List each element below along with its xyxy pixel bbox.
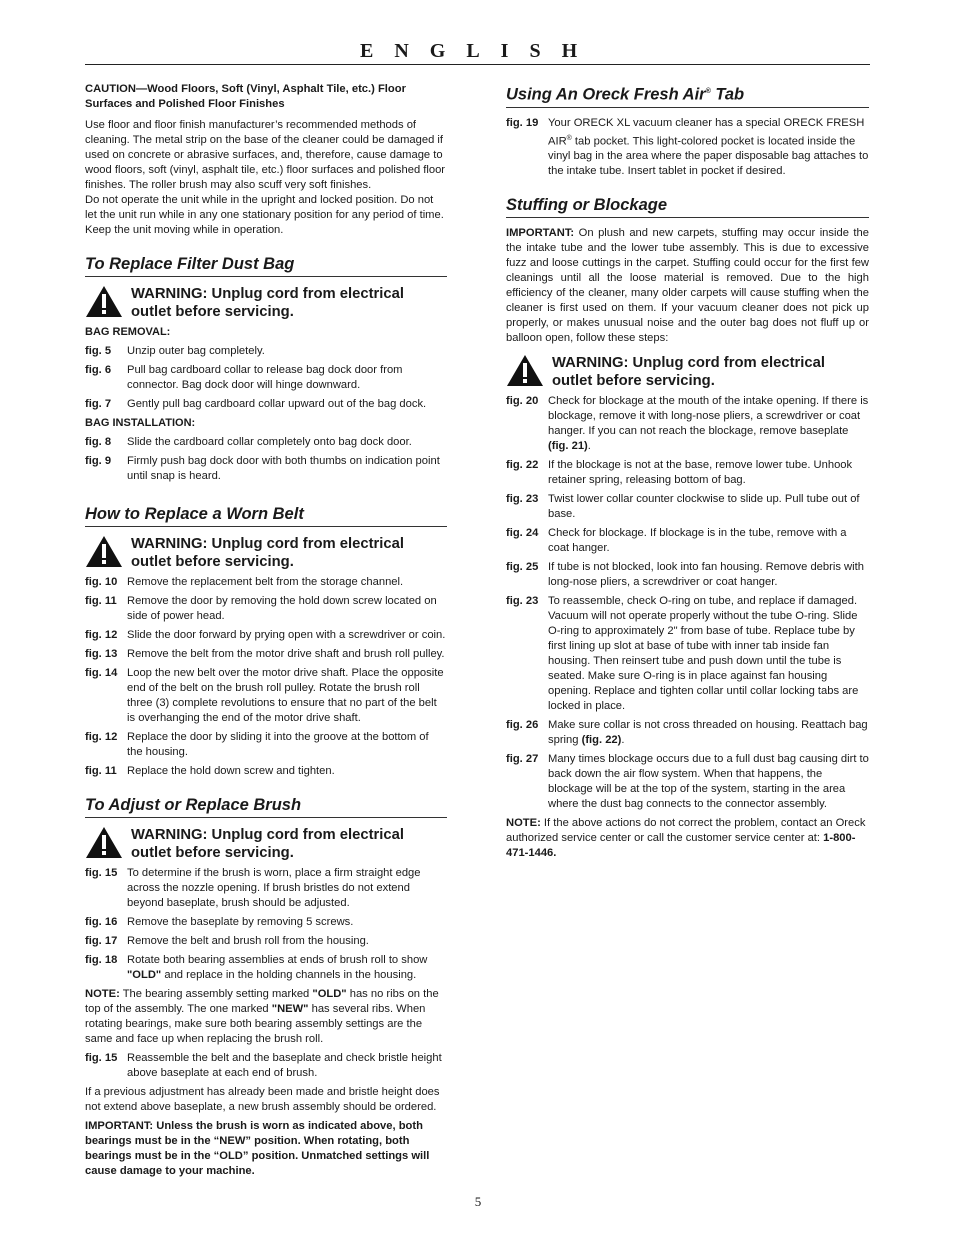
note-text-part: has several ribs. When rotating bearings, make sure both bearing assembly settings are the same and face up when replacing the brush roll. [85,1003,426,1045]
fig-label: fig. 15 [85,1052,118,1064]
step-text-part: Check for blockage at the mouth of the intake opening. If there is blockage, remove it with long-nose pliers, a screwdriver or coat hanger. If you can not reach the blockage, remove baseplate [548,395,869,438]
fig-label: fig. 19 [506,116,539,129]
warning-text: WARNING: Unplug cord from electrical outlet before servicing. [131,536,404,570]
warning-icon [85,826,123,859]
warning-icon [85,535,123,568]
fig-label: fig. 16 [85,916,118,928]
page-header-title: ENGLISH [360,40,599,62]
step-text: Remove the replacement belt from the storage channel. [127,576,404,588]
fig-step [85,934,447,949]
step-text: To reassemble, check O-ring on tube, and replace if damaged. Vacuum will not operate properly without the tube O-ring. Slide O-ring to approximately 2" from base of tube. Replace tube by first lining up slot at base of tube with inner tab inside fan housing. Then reinsert tube and push down until the tube is seated. Make sure O-ring is in place against fan housing opening. Replace and tighten collar until collar locking tabs are locked in place. [548,595,859,713]
fig-label: fig. 13 [85,648,118,660]
fig-label: fig. 22 [506,459,539,472]
step-text: Gently pull bag cardboard collar upward out of the bag dock. [127,398,427,410]
fig-label: fig. 23 [506,493,539,506]
section-title-fresh-air [506,82,869,108]
fig-label: fig. 26 [506,719,539,732]
note-label: NOTE: [85,988,120,1000]
warning-text: WARNING: Unplug cord from electrical outlet before servicing. [131,286,404,320]
fig-step [85,363,447,393]
fig-step [506,718,869,748]
right-column [506,82,869,861]
fig-step [85,647,447,662]
new-marker: "NEW" [271,1003,309,1015]
fig-label: fig. 9 [85,455,112,467]
step-text: Remove the belt and brush roll from the housing. [127,935,369,947]
fig-step [506,394,869,454]
step-text [548,718,869,748]
previous-adjustment-text: If a previous adjustment has already been made and bristle height does not extend above baseplate, a new brush assembly should be ordered. [85,1086,440,1113]
fig-step [506,458,869,488]
header-divider [85,64,870,65]
step-text: Twist lower collar counter clockwise to slide up. Pull tube out of base. [548,493,860,521]
fig-step [85,953,447,983]
fig-step [85,628,447,643]
step-text: Replace the door by sliding it into the groove at the bottom of the housing. [127,731,429,758]
step-text: Slide the door forward by prying open with a screwdriver or coin. [127,629,446,641]
fig-label: fig. 10 [85,576,118,588]
fig-step [85,344,447,359]
fig-label: fig. 11 [85,595,117,607]
step-text-part: . [621,734,625,747]
title-part: Using An Oreck Fresh Air [506,85,706,104]
step-text: Many times blockage occurs due to a full dust bag causing dirt to back down the air flow system. When that happens, the blockage will be at the top of the system, starting in the area where the dust bag connects to the connector assembly. [548,753,869,811]
step-text: Loop the new belt over the motor drive shaft. Place the opposite end of the belt on the brush roll pulley. Rotate the brush roll three (3) complete revolutions to ensure that no part of the belt is overhanging the end of the motor drive shaft. [127,667,444,724]
step-text [548,116,869,180]
fig-label: fig. 8 [85,436,112,448]
fig-label: fig. 25 [506,561,539,574]
fig-reference: (fig. 21) [548,440,588,453]
fig-label: fig. 18 [85,954,118,966]
step-text-part: Make sure collar is not cross threaded on housing. Reattach bag spring [548,719,868,747]
warning-block [85,285,447,321]
fig-step [85,435,447,450]
fig-label: fig. 17 [85,935,118,947]
step-text-part: Your ORECK XL vacuum cleaner has a special ORECK FRESH AIR [548,116,865,148]
note-label: NOTE: [506,817,541,830]
fig-label: fig. 7 [85,398,112,410]
bag-removal-label: BAG REMOVAL: [85,326,171,338]
step-text: If tube is not blocked, look into fan housing. Remove debris with long-nose pliers, a screwdriver or coat hanger. [548,561,864,589]
step-text: Pull bag cardboard collar to release bag dock door from connector. Bag dock door will hinge downward. [127,364,403,391]
fig-step [85,397,447,412]
fig-step [85,866,447,911]
note-text-part: has no ribs on the top of the assembly. The one marked [85,988,439,1015]
step-text: Remove the door by removing the hold down screw located on side of power head. [127,595,437,622]
fig-label: fig. 6 [85,364,112,376]
fig-label: fig. 5 [85,345,112,357]
warning-icon [85,285,123,318]
note-text-part: The bearing assembly setting marked [119,988,313,1000]
section-title-belt: How to Replace a Worn Belt [85,504,447,527]
registered-mark: ® [566,134,572,142]
step-text-part: Rotate both bearing assemblies at ends of brush roll to show [127,954,428,966]
fig-step [506,560,869,590]
old-marker: "OLD" [312,988,347,1000]
page-number: 5 [474,1194,482,1209]
fig-label: fig. 27 [506,753,539,766]
important-text: On plush and new carpets, stuffing may occur inside the the intake tube and the lower tube assembly. This is due to excessive fuzz and loose cuttings in the carpet. Stuffing could occur for the first few cleanings until all the loose material is removed. Due to the high efficiency of the cleaner, many older carpets will cause stuffing when the cleaner is first used on them. If your vacuum cleaner does not pick up properly, or makes unusual noise and the outer bag does not fluff up or balloon open, follow these steps: [506,227,869,345]
step-text-part: tab pocket. This light-colored pocket is located inside the vinyl bag in the area where the paper disposable bag attaches to the intake tube. Insert tablet in pocket if desired. [548,135,869,178]
warning-text: WARNING: Unplug cord from electrical outlet before servicing. [552,355,825,390]
registered-mark: ® [705,88,711,95]
old-marker: "OLD" [127,969,162,981]
fig-step [85,666,447,726]
fig-label: fig. 12 [85,731,118,743]
fig-step [85,575,447,590]
fig-step [506,526,869,556]
step-text: To determine if the brush is worn, place a firm straight edge across the nozzle opening. If brush bristles do not extend beyond baseplate, brush should be adjusted. [127,867,421,909]
fig-reference: (fig. 22) [581,734,622,747]
important-brush-note: IMPORTANT: Unless the brush is worn as indicated above, both bearings must be in the “NEW” position. When rotating, both bearings must be in the “OLD” position. Unmatched settings will cause damage to your machine. [85,1120,430,1177]
section-title-filter-bag: To Replace Filter Dust Bag [85,254,447,277]
step-text [548,394,869,454]
section-title-brush: To Adjust or Replace Brush [85,795,447,818]
step-text: Check for blockage. If blockage is in the tube, remove with a coat hanger. [548,527,847,555]
fig-label: fig. 14 [85,667,118,679]
fig-label: fig. 15 [85,867,118,879]
fig-step [85,915,447,930]
fig-label: fig. 11 [85,765,117,777]
note-text: If the above actions do not correct the problem, contact an Oreck authorized service center or call the customer service center at: [506,817,866,845]
fig-step [85,594,447,624]
left-column [85,82,447,1179]
fig-label: fig. 24 [506,527,539,540]
step-text: If the blockage is not at the base, remove lower tube. Unhook retainer spring, releasing bottom of bag. [548,459,853,487]
warning-block [85,535,447,571]
bag-installation-label: BAG INSTALLATION: [85,417,196,429]
fig-step [85,1051,447,1081]
stuffing-important-paragraph [506,226,869,346]
phone-number: 1-800-471-1446. [506,832,856,860]
fig-label: fig. 23 [506,595,539,608]
warning-text: WARNING: Unplug cord from electrical outlet before servicing. [131,827,404,861]
section-title-stuffing: Stuffing or Blockage [506,195,869,218]
step-text: Remove the belt from the motor drive shaft and brush roll pulley. [127,648,445,660]
fig-step [506,116,869,180]
step-text: Replace the hold down screw and tighten. [127,765,335,777]
step-text-part: and replace in the holding channels in the housing. [161,969,417,981]
caution-title: CAUTION—Wood Floors, Soft (Vinyl, Asphalt Tile, etc.) Floor Surfaces and Polished Floor Finishes [85,83,406,110]
warning-block [506,354,869,390]
step-text-part: . [587,440,591,453]
step-text: Slide the cardboard collar completely onto bag dock door. [127,436,412,448]
fig-step [506,594,869,714]
fig-step [85,454,447,484]
caution-paragraph-2: Do not operate the unit while in the upright and locked position. Do not let the unit run while in any one stationary position for any period of time. Keep the unit moving while in operation. [85,194,444,236]
step-text: Firmly push bag dock door with both thumbs on indication point until snap is heard. [127,455,440,482]
step-text: Reassemble the belt and the baseplate and check bristle height above baseplate at each end of brush. [127,1052,442,1079]
fig-step [85,730,447,760]
step-text [127,953,447,983]
important-label: IMPORTANT: [506,227,575,240]
fig-label: fig. 20 [506,395,539,408]
warning-icon [506,354,544,387]
fig-step [506,752,869,812]
fig-label: fig. 12 [85,629,118,641]
warning-block [85,826,447,862]
fig-step [506,492,869,522]
title-part: Tab [710,85,745,104]
caution-paragraph: Use floor and floor finish manufacturer’s recommended methods of cleaning. The metal strip on the base of the cleaner could be damaged if used on concrete or abrasive surfaces, and, therefore, cause damage to wood floors, soft (vinyl, asphalt tile, etc.) floor surfaces and polished floor finishes. The roller brush may also scuff very soft finishes. [85,119,446,191]
step-text: Remove the baseplate by removing 5 screws. [127,916,354,928]
bearing-note [85,987,447,1047]
step-text: Unzip outer bag completely. [127,345,265,357]
service-note [506,816,869,861]
fig-step [85,764,447,779]
